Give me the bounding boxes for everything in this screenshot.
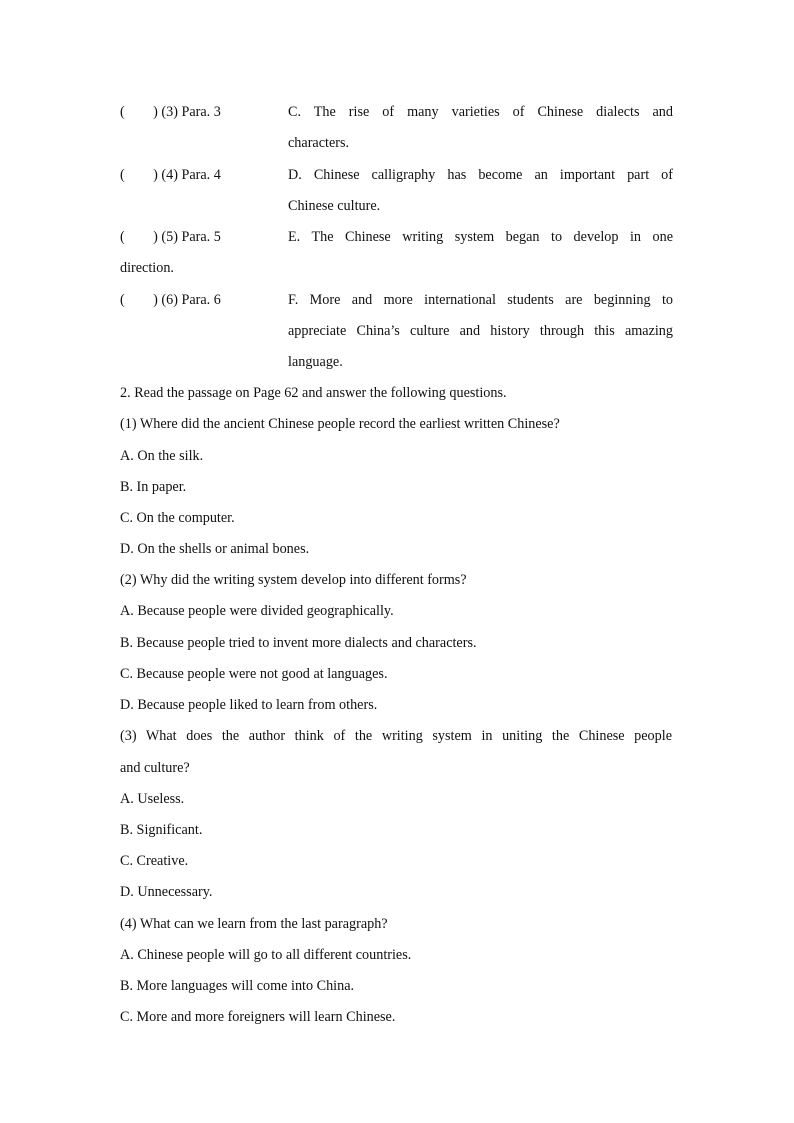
answer-option: A. Useless. [120,791,185,807]
question-stem: (2) Why did the writing system develop into different forms? [120,572,467,588]
answer-option: A. Because people were divided geographically. [120,603,394,619]
task2-instruction: 2. Read the passage on Page 62 and answer the following questions. [120,385,507,401]
answer-option: D. Because people liked to learn from others. [120,697,378,713]
answer-option: B. In paper. [120,479,187,495]
matching-option-line: D. Chinese calligraphy has become an important part of [288,167,673,183]
question-stem: (4) What can we learn from the last paragraph? [120,916,388,932]
answer-option: C. More and more foreigners will learn Chinese. [120,1009,396,1025]
matching-option-line: appreciate China’s culture and history through this amazing [288,323,673,339]
question-stem: and culture? [120,760,190,776]
matching-option-line: Chinese culture. [288,198,381,214]
matching-option-line: C. The rise of many varieties of Chinese dialects and [288,104,673,120]
matching-blank: ( ) (4) Para. 4 [120,167,221,183]
answer-option: C. Because people were not good at languages. [120,666,388,682]
question-stem: (1) Where did the ancient Chinese people record the earliest written Chinese? [120,416,560,432]
answer-option: D. Unnecessary. [120,884,213,900]
answer-option: C. Creative. [120,853,189,869]
matching-blank: ( ) (6) Para. 6 [120,292,221,308]
question-stem: (3) What does the author think of the writing system in uniting the Chinese people [120,728,672,744]
matching-option-line: direction. [120,260,174,276]
matching-option-line: language. [288,354,343,370]
matching-blank: ( ) (5) Para. 5 [120,229,221,245]
matching-option-line: E. The Chinese writing system began to develop in one [288,229,673,245]
answer-option: B. Significant. [120,822,203,838]
matching-option-line: characters. [288,135,350,151]
answer-option: C. On the computer. [120,510,235,526]
answer-option: A. Chinese people will go to all different countries. [120,947,412,963]
answer-option: A. On the silk. [120,448,204,464]
matching-blank: ( ) (3) Para. 3 [120,104,221,120]
answer-option: B. More languages will come into China. [120,978,355,994]
matching-option-line: F. More and more international students are beginning to [288,292,673,308]
answer-option: B. Because people tried to invent more dialects and characters. [120,635,477,651]
answer-option: D. On the shells or animal bones. [120,541,310,557]
